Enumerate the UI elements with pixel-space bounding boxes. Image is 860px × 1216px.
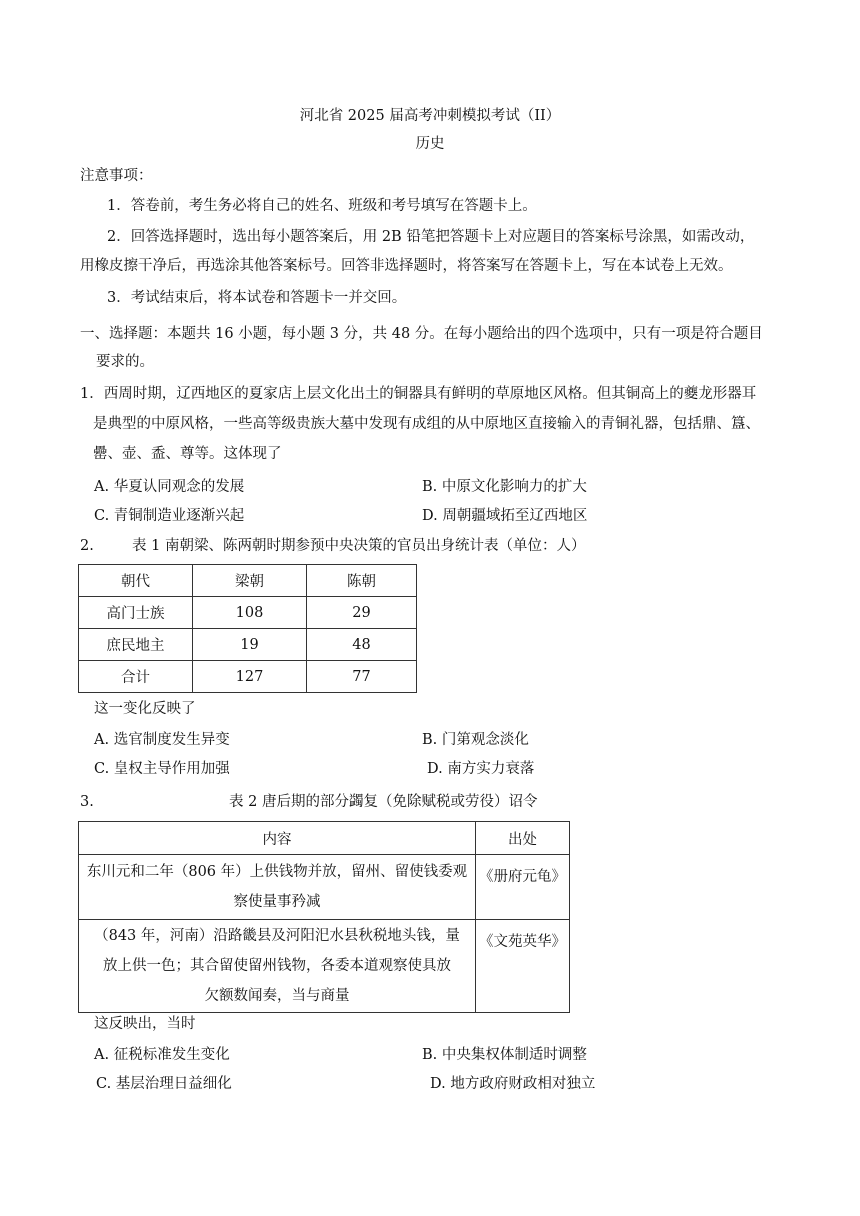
table-cell: 48	[307, 629, 417, 661]
q1-stem-line-1: 1．西周时期，辽西地区的夏家店上层文化出土的铜器具有鲜明的草原地区风格。但其铜高上的夔龙形器耳	[80, 386, 757, 402]
table-row	[79, 855, 570, 920]
table-cell: 庶民地主	[79, 629, 193, 661]
table-header-cell: 出处	[476, 822, 570, 855]
q1-option-d: D. 周朝疆域拓至辽西地区	[422, 508, 588, 524]
notice-item-2-line-2: 用橡皮擦干净后，再选涂其他答案标号。回答非选择题时，将答案写在答题卡上，写在本试卷上无效。	[80, 258, 733, 274]
q3-option-b: B. 中央集权体制适时调整	[422, 1047, 587, 1063]
table-cell: 19	[193, 629, 307, 661]
table-cell	[79, 920, 476, 1013]
notice-heading: 注意事项：	[80, 168, 153, 184]
notice-item-1: 1．答卷前，考生务必将自己的姓名、班级和考号填写在答题卡上。	[107, 198, 537, 214]
table-cell: 77	[307, 661, 417, 693]
q2-option-d: D. 南方实力衰落	[427, 761, 535, 777]
table-cell: 29	[307, 597, 417, 629]
table-header-cell: 内容	[79, 822, 476, 855]
table-cell	[79, 855, 476, 920]
table-row	[79, 597, 417, 629]
q3-option-c: C. 基层治理日益细化	[96, 1076, 232, 1092]
table-header-cell: 朝代	[79, 565, 193, 597]
q1-option-c: C. 青铜制造业逐渐兴起	[94, 508, 245, 524]
table-cell: 《文苑英华》	[476, 920, 570, 1013]
q1-option-a: A. 华夏认同观念的发展	[94, 479, 245, 495]
q2-option-c: C. 皇权主导作用加强	[94, 761, 230, 777]
table-cell: 合计	[79, 661, 193, 693]
q1-option-b: B. 中原文化影响力的扩大	[422, 479, 587, 495]
table-header-cell: 梁朝	[193, 565, 307, 597]
q3-number: 3.	[80, 794, 94, 810]
q3-option-d: D. 地方政府财政相对独立	[430, 1076, 596, 1092]
q2-table-caption: 表 1 南朝梁、陈两朝时期参预中央决策的官员出身统计表（单位：人）	[132, 538, 586, 554]
table-cell-line: 欠额数闻奏，当与商量	[204, 988, 350, 1004]
table-cell-line: （843 年，河南）沿路畿县及河阳汜水县秋税地头钱，量	[94, 928, 460, 944]
notice-item-3: 3．考试结束后，将本试卷和答题卡一并交回。	[107, 290, 407, 306]
q2-table	[78, 564, 417, 693]
table-header-row	[79, 822, 570, 855]
table-cell: 127	[193, 661, 307, 693]
table-row	[79, 661, 417, 693]
q2-number: 2.	[80, 538, 94, 554]
table-header-cell: 陈朝	[307, 565, 417, 597]
table-cell: 108	[193, 597, 307, 629]
q3-option-a: A. 征税标准发生变化	[94, 1047, 230, 1063]
q2-option-a: A. 选官制度发生异变	[94, 732, 230, 748]
table-cell-line: 察使量事矜减	[233, 894, 321, 910]
table-cell: 高门士族	[79, 597, 193, 629]
subject-title: 历史	[415, 136, 445, 152]
table-cell: 《册府元龟》	[476, 855, 570, 920]
section-heading-line-1: 一、选择题：本题共 16 小题，每小题 3 分，共 48 分。在每小题给出的四个选项中，只有一项是符合题目	[80, 326, 763, 342]
table-row	[79, 629, 417, 661]
table-cell-line: 东川元和二年（806 年）上供钱物并放，留州、留使钱委观	[86, 864, 468, 880]
exam-title: 河北省 2025 届高考冲刺模拟考试（II）	[299, 108, 561, 124]
q3-table	[78, 821, 570, 1013]
q3-stem: 这反映出，当时	[94, 1016, 196, 1032]
q2-option-b: B. 门第观念淡化	[422, 732, 529, 748]
table-row	[79, 920, 570, 1013]
q1-stem-line-3: 罍、壶、盉、尊等。这体现了	[93, 446, 282, 462]
notice-item-2-line-1: 2．回答选择题时，选出每小题答案后，用 2B 铅笔把答题卡上对应题目的答案标号涂黑，如需改动，	[107, 229, 755, 245]
section-heading-line-2: 要求的。	[96, 354, 154, 370]
table-cell-line: 放上供一色；其合留使留州钱物，各委本道观察使具放	[103, 958, 451, 974]
table-header-row	[79, 565, 417, 597]
q1-stem-line-2: 是典型的中原风格，一些高等级贵族大墓中发现有成组的从中原地区直接输入的青铜礼器，包括鼎、簋、	[93, 416, 760, 432]
q2-stem: 这一变化反映了	[94, 701, 196, 717]
q3-table-caption: 表 2 唐后期的部分蠲复（免除赋税或劳役）诏令	[229, 794, 538, 810]
